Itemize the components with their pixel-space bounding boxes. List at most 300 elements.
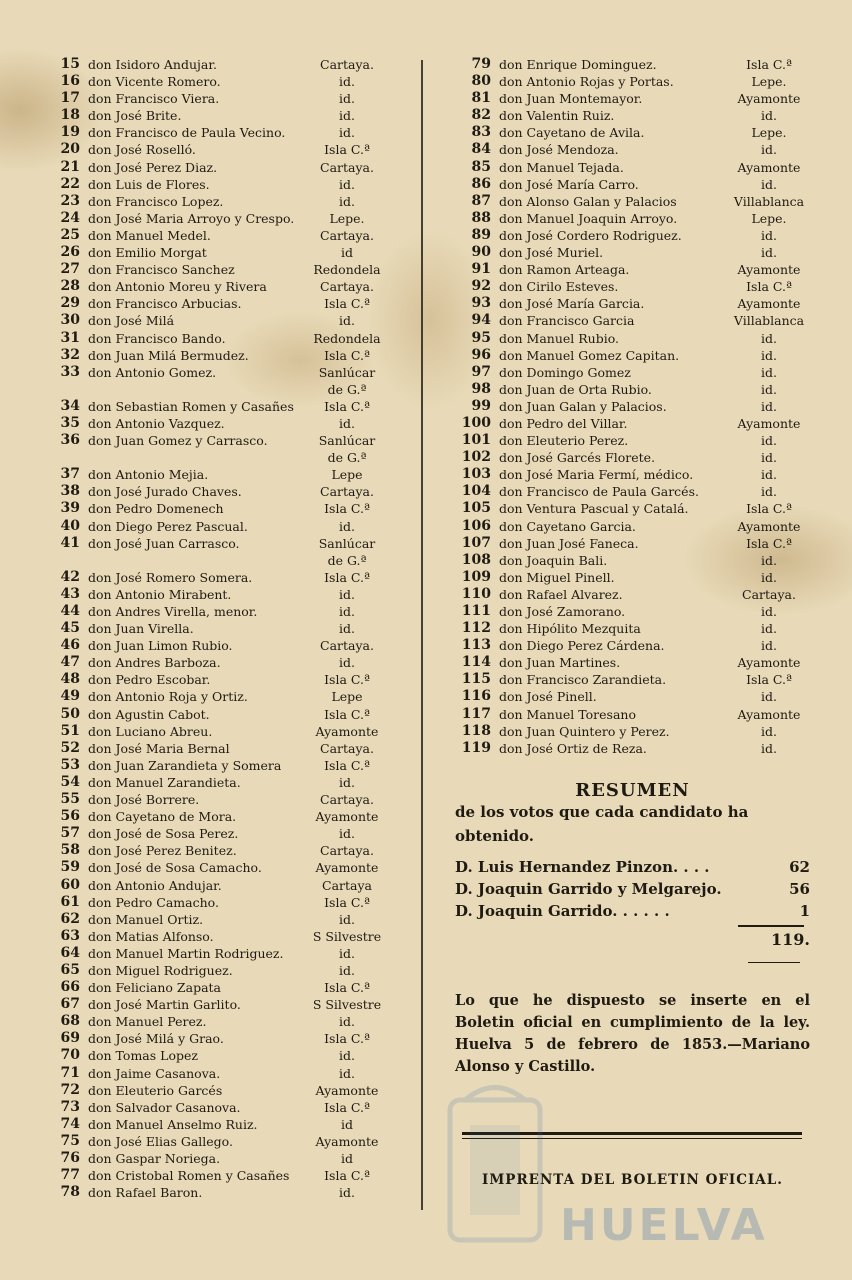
voter-town: id. (339, 1014, 355, 1030)
voter-row (455, 90, 810, 107)
voter-name: don Feliciano Zapata (88, 980, 222, 996)
vote-total: 119. (771, 930, 810, 949)
voter-row (44, 740, 384, 757)
voter-name: don Salvador Casanova. (88, 1099, 241, 1115)
voter-town: id. (761, 552, 777, 568)
voter-row (44, 193, 384, 210)
voter-name: don Cayetano de Mora. (88, 809, 237, 825)
voter-name: don José Muriel. (499, 245, 604, 261)
voter-number: 68 (60, 1013, 80, 1030)
voter-number: 112 (461, 620, 491, 637)
voter-row (44, 791, 384, 808)
voter-name: don Rafael Alvarez. (499, 586, 623, 602)
voter-name: don José Brite. (88, 108, 182, 124)
voter-row (44, 518, 384, 535)
voter-number: 96 (471, 346, 491, 363)
voter-name: don Miguel Rodriguez. (88, 962, 233, 978)
voter-name: don Emilio Morgat (88, 245, 207, 261)
watermark-text: HUELVA (560, 1200, 768, 1251)
voter-name: don Juan Virella. (88, 621, 194, 637)
voter-town: Villablanca (733, 313, 805, 329)
voter-name: don Cayetano de Avila. (499, 125, 645, 141)
voter-number: 21 (60, 158, 80, 175)
voter-row (44, 415, 384, 432)
voter-number: 18 (60, 107, 80, 124)
voter-row (44, 432, 384, 466)
voter-row (455, 398, 810, 415)
voter-row (44, 757, 384, 774)
voter-name: don José Maria Arroyo y Crespo. (88, 210, 295, 226)
voter-town: id. (339, 962, 355, 978)
voter-town: id. (339, 176, 355, 192)
voter-row (455, 141, 810, 158)
voter-number: 66 (60, 979, 80, 996)
voter-row (455, 278, 810, 295)
voter-town: Lepe. (751, 74, 787, 90)
voter-number: 72 (60, 1081, 80, 1098)
voter-name: don José Perez Benitez. (88, 843, 237, 859)
voter-town: Cartaya. (320, 227, 374, 243)
vote-summary (455, 856, 810, 922)
voter-row (455, 432, 810, 449)
voter-name: don Rafael Baron. (88, 1185, 203, 1201)
voter-number: 49 (60, 688, 80, 705)
voter-town: Isla C.ª (324, 296, 370, 312)
voter-town: id. (339, 1048, 355, 1064)
voter-town: Ayamonte (737, 296, 801, 312)
voter-name: don Juan Milá Bermudez. (88, 347, 249, 363)
voter-row (44, 1116, 384, 1133)
voter-town: id. (339, 774, 355, 790)
voter-number: 92 (471, 278, 491, 295)
voter-number: 107 (461, 534, 491, 551)
voter-town: id. (761, 364, 777, 380)
voter-town: Isla C.ª (746, 279, 792, 295)
voter-number: 59 (60, 859, 80, 876)
voter-number: 74 (60, 1115, 80, 1132)
voter-number: 97 (471, 363, 491, 380)
voter-row (455, 535, 810, 552)
voter-name: don José Ortiz de Reza. (499, 740, 647, 756)
voter-name: don Juan Gomez y Carrasco. (88, 433, 268, 449)
voter-row (455, 688, 810, 705)
voter-row (44, 73, 384, 90)
voter-row (455, 723, 810, 740)
voter-row (455, 552, 810, 569)
voter-number: 95 (471, 329, 491, 346)
voter-town: id. (339, 415, 355, 431)
voter-name: don Francisco Sanchez (88, 262, 235, 278)
voter-row (44, 227, 384, 244)
candidate-name: D. Joaquin Garrido y Melgarejo. (455, 880, 722, 898)
voter-name: don Francisco Viera. (88, 91, 220, 107)
voter-town: Cartaya. (320, 843, 374, 859)
voter-town: Isla C.ª (324, 672, 370, 688)
voter-town: Ayamonte (315, 1133, 379, 1149)
voter-town: Sanlúcar de G.ª (318, 364, 376, 397)
voter-town: Isla C.ª (324, 1168, 370, 1184)
voter-row (44, 398, 384, 415)
voter-row (44, 500, 384, 517)
voter-number: 94 (471, 312, 491, 329)
voter-name: don José de Sosa Perez. (88, 826, 239, 842)
voter-row (455, 244, 810, 261)
voter-row (44, 141, 384, 158)
voter-number: 33 (60, 363, 80, 380)
voter-name: don José Jurado Chaves. (88, 484, 242, 500)
voter-name: don José Elias Gallego. (88, 1133, 233, 1149)
voter-row (455, 176, 810, 193)
voter-row (455, 73, 810, 90)
voter-number: 55 (60, 791, 80, 808)
voter-town: id. (339, 1185, 355, 1201)
voter-name: don Pedro Escobar. (88, 672, 211, 688)
voter-name: don José Martin Garlito. (88, 997, 241, 1013)
voter-row (44, 295, 384, 312)
voter-row (44, 688, 384, 705)
voter-name: don José Maria Fermí, médico. (499, 467, 694, 483)
voter-row (44, 996, 384, 1013)
voter-town: id. (761, 433, 777, 449)
voter-town: id. (339, 621, 355, 637)
voter-row (44, 586, 384, 603)
candidate-name: D. Joaquin Garrido. . . . . . (455, 902, 670, 920)
voter-town: Lepe (331, 689, 363, 705)
voter-town: Ayamonte (315, 860, 379, 876)
voter-name: don Manuel Zarandieta. (88, 774, 241, 790)
voter-number: 65 (60, 961, 80, 978)
voter-row (455, 483, 810, 500)
voter-number: 114 (461, 654, 491, 671)
voter-town: id. (339, 586, 355, 602)
voter-number: 29 (60, 295, 80, 312)
voter-row (44, 1150, 384, 1167)
voter-name: don José de Sosa Camacho. (88, 860, 262, 876)
voter-row (455, 415, 810, 432)
voter-name: don José Cordero Rodriguez. (499, 227, 682, 243)
voter-name: don Eleuterio Perez. (499, 433, 629, 449)
voter-name: don Antonio Andujar. (88, 877, 222, 893)
voter-town: Lepe. (329, 210, 365, 226)
voter-town: id. (761, 467, 777, 483)
voter-number: 79 (471, 56, 491, 72)
voter-number: 86 (471, 175, 491, 192)
voter-number: 69 (60, 1030, 80, 1047)
voter-row (455, 603, 810, 620)
voter-town: id. (761, 398, 777, 414)
voter-row (44, 1167, 384, 1184)
voter-name: don Enrique Dominguez. (499, 57, 657, 72)
voter-name: don Ramon Arteaga. (499, 262, 630, 278)
voter-town: Cartaya. (320, 740, 374, 756)
voter-town: Lepe (331, 467, 363, 483)
voter-town: id. (339, 604, 355, 619)
voter-name: don Antonio Mejia. (88, 467, 209, 483)
voter-name: don José Zamorano. (499, 604, 626, 619)
voter-name: don José Borrere. (88, 792, 200, 808)
voter-town: Lepe. (751, 125, 787, 141)
voter-row (44, 261, 384, 278)
voter-number: 84 (471, 141, 491, 158)
voter-number: 83 (471, 124, 491, 141)
voter-list-right (455, 56, 810, 757)
voter-name: don Luciano Abreu. (88, 723, 213, 739)
voter-number: 43 (60, 585, 80, 602)
voter-name: don José Roselló. (88, 142, 196, 158)
voter-name: don Diego Perez Cárdena. (499, 638, 665, 654)
voter-number: 28 (60, 278, 80, 295)
voter-name: don Francisco Garcia (499, 313, 635, 329)
voter-name: don Manuel Medel. (88, 227, 211, 243)
voter-number: 35 (60, 414, 80, 431)
voter-number: 52 (60, 739, 80, 756)
voter-number: 36 (60, 432, 80, 449)
voter-name: don Cirilo Esteves. (499, 279, 619, 295)
voter-name: don Joaquin Bali. (499, 552, 608, 568)
voter-row (44, 962, 384, 979)
voter-row (455, 124, 810, 141)
voter-row (455, 330, 810, 347)
voter-town: id. (761, 450, 777, 466)
voter-town: id. (339, 826, 355, 842)
voter-number: 98 (471, 380, 491, 397)
voter-name: don Manuel Tejada. (499, 159, 624, 175)
voter-number: 15 (60, 56, 80, 72)
voter-row (44, 620, 384, 637)
voter-list-left (44, 56, 384, 1201)
voter-name: don Juan Zarandieta y Somera (88, 757, 282, 773)
voter-row (44, 176, 384, 193)
voter-row (44, 808, 384, 825)
voter-town: Cartaya. (742, 586, 796, 602)
vote-row (455, 856, 810, 878)
voter-row (44, 603, 384, 620)
voter-town: Isla C.ª (324, 142, 370, 158)
voter-row (455, 227, 810, 244)
voter-name: don José Milá y Grao. (88, 1031, 224, 1047)
candidate-votes: 1 (799, 902, 810, 920)
voter-row (44, 671, 384, 688)
voter-number: 67 (60, 996, 80, 1013)
voter-number: 51 (60, 722, 80, 739)
voter-name: don Valentin Ruiz. (499, 108, 615, 124)
voter-number: 106 (461, 517, 491, 534)
voter-name: don Manuel Martin Rodriguez. (88, 945, 284, 961)
voter-name: don Gaspar Noriega. (88, 1151, 221, 1166)
printer-imprint: IMPRENTA DEL BOLETIN OFICIAL. (482, 1172, 783, 1188)
voter-town: Isla C.ª (746, 501, 792, 517)
voter-row (455, 466, 810, 483)
voter-name: don Juan Quintero y Perez. (499, 723, 670, 739)
voter-town: id. (761, 604, 777, 619)
voter-name: don Juan de Orta Rubio. (499, 381, 652, 397)
voter-town: Redondela (313, 330, 381, 346)
voter-number: 117 (461, 705, 491, 722)
voter-number: 119 (461, 739, 491, 756)
voter-name: don Sebastian Romen y Casañes (88, 398, 294, 414)
voter-name: don Andres Virella, menor. (88, 604, 258, 619)
voter-town: Isla C.ª (324, 569, 370, 585)
voter-name: don Miguel Pinell. (499, 569, 615, 585)
voter-number: 88 (471, 209, 491, 226)
voter-town: id. (761, 347, 777, 363)
voter-name: don Juan Galan y Palacios. (499, 398, 667, 414)
voter-name: don Antonio Gomez. (88, 364, 217, 380)
voter-number: 81 (471, 90, 491, 107)
voter-town: Isla C.ª (324, 894, 370, 910)
voter-row (44, 312, 384, 329)
voter-number: 57 (60, 825, 80, 842)
voter-town: id. (339, 74, 355, 90)
voter-row (44, 859, 384, 876)
voter-row (455, 637, 810, 654)
voter-town: id. (761, 723, 777, 739)
voter-town: Ayamonte (737, 518, 801, 534)
voter-number: 111 (461, 603, 491, 619)
voter-name: don José Milá (88, 313, 175, 329)
voter-name: don Eleuterio Garcés (88, 1082, 223, 1098)
voter-row (455, 740, 810, 757)
voter-town: id. (339, 911, 355, 927)
decree-text: Lo que he dispuesto se inserte en el Boletin oficial en cumplimiento de la ley. Huelva 5 de febrero de 1853.—Mariano Alonso y Castillo. (455, 992, 810, 1075)
voter-row (44, 364, 384, 398)
voter-town: Isla C.ª (746, 535, 792, 551)
voter-number: 73 (60, 1098, 80, 1115)
voter-row (44, 723, 384, 740)
voter-number: 53 (60, 756, 80, 773)
voter-name: don Manuel Gomez Capitan. (499, 347, 680, 363)
voter-name: don Francisco Bando. (88, 330, 226, 346)
voter-name: don José María Carro. (499, 176, 639, 192)
voter-town: id. (761, 227, 777, 243)
resumen-title: RESUMEN (575, 780, 690, 801)
voter-name: don Manuel Anselmo Ruiz. (88, 1116, 258, 1132)
voter-number: 31 (60, 329, 80, 346)
voter-number: 115 (461, 671, 491, 688)
voter-number: 30 (60, 312, 80, 329)
voter-town: Cartaya (322, 877, 372, 893)
voter-town: Isla C.ª (746, 672, 792, 688)
voter-number: 42 (60, 568, 80, 585)
voter-name: don José Maria Bernal (88, 740, 230, 756)
total-underline (748, 962, 800, 963)
voter-row (44, 210, 384, 227)
voter-number: 48 (60, 671, 80, 688)
voter-row (455, 381, 810, 398)
voter-name: don José Pinell. (499, 689, 597, 705)
voter-town: Sanlúcar de G.ª (318, 433, 376, 466)
voter-row (44, 1099, 384, 1116)
voter-row (455, 295, 810, 312)
voter-number: 37 (60, 466, 80, 483)
voter-row (44, 90, 384, 107)
resumen-subtitle: de los votos que cada candidato ha obtenido. (455, 803, 749, 845)
voter-number: 89 (471, 226, 491, 243)
voter-row (455, 620, 810, 637)
voter-row (44, 979, 384, 996)
voter-row (44, 945, 384, 962)
voter-row (44, 124, 384, 141)
voter-town: id. (339, 193, 355, 209)
voter-row (455, 654, 810, 671)
voter-number: 76 (60, 1150, 80, 1166)
voter-name: don José Mendoza. (499, 142, 619, 158)
voter-row (455, 193, 810, 210)
voter-town: Isla C.ª (324, 757, 370, 773)
voter-town: Ayamonte (737, 262, 801, 278)
voter-row (455, 261, 810, 278)
voter-number: 104 (461, 483, 491, 500)
voter-town: Ayamonte (737, 91, 801, 107)
column-divider (421, 60, 423, 1210)
voter-number: 34 (60, 397, 80, 414)
voter-row (44, 842, 384, 859)
voter-town: id (341, 1151, 353, 1166)
voter-name: don Pedro Domenech (88, 501, 224, 517)
voter-town: Isla C.ª (324, 1031, 370, 1047)
voter-row (44, 1065, 384, 1082)
voter-town: id (341, 245, 353, 261)
voter-number: 102 (461, 449, 491, 466)
voter-number: 87 (471, 192, 491, 209)
voter-town: Ayamonte (737, 159, 801, 175)
voter-town: id. (761, 245, 777, 261)
voter-number: 61 (60, 893, 80, 910)
voter-town: Villablanca (733, 193, 805, 209)
voter-number: 109 (461, 568, 491, 585)
voter-number: 118 (461, 722, 491, 739)
voter-name: don Francisco Arbucias. (88, 296, 242, 312)
voter-town: id. (339, 91, 355, 107)
vote-row (455, 900, 810, 922)
voter-number: 50 (60, 705, 80, 722)
voter-name: don Antonio Rojas y Portas. (499, 74, 674, 90)
voter-number: 64 (60, 944, 80, 961)
voter-row (455, 159, 810, 176)
voter-number: 20 (60, 141, 80, 158)
voter-town: id. (761, 638, 777, 654)
voter-number: 26 (60, 244, 80, 261)
voter-name: don Alonso Galan y Palacios (499, 193, 677, 209)
voter-row (44, 1030, 384, 1047)
voter-number: 82 (471, 107, 491, 124)
voter-name: don José Perez Diaz. (88, 159, 218, 175)
voter-number: 40 (60, 517, 80, 534)
voter-town: Ayamonte (315, 723, 379, 739)
voter-name: don Matias Alfonso. (88, 928, 214, 944)
voter-name: don Andres Barboza. (88, 655, 221, 671)
voter-row (455, 706, 810, 723)
voter-row (44, 1082, 384, 1099)
voter-town: Cartaya. (320, 638, 374, 654)
voter-number: 110 (461, 585, 491, 602)
candidate-votes: 56 (789, 880, 810, 898)
voter-row (455, 107, 810, 124)
voter-town: id. (339, 518, 355, 534)
voter-number: 70 (60, 1047, 80, 1064)
voter-town: Isla C.ª (324, 398, 370, 414)
voter-name: don José María Garcia. (499, 296, 645, 312)
voter-name: don Francisco Lopez. (88, 193, 224, 209)
voter-name: don José Garcés Florete. (499, 450, 656, 466)
voter-name: don Manuel Rubio. (499, 330, 620, 346)
voter-name: don Juan Limon Rubio. (88, 638, 233, 654)
voter-row (455, 56, 810, 73)
voter-name: don Pedro Camacho. (88, 894, 219, 910)
voter-row (44, 159, 384, 176)
voter-name: don Ventura Pascual y Catalá. (499, 501, 689, 517)
voter-number: 47 (60, 654, 80, 671)
